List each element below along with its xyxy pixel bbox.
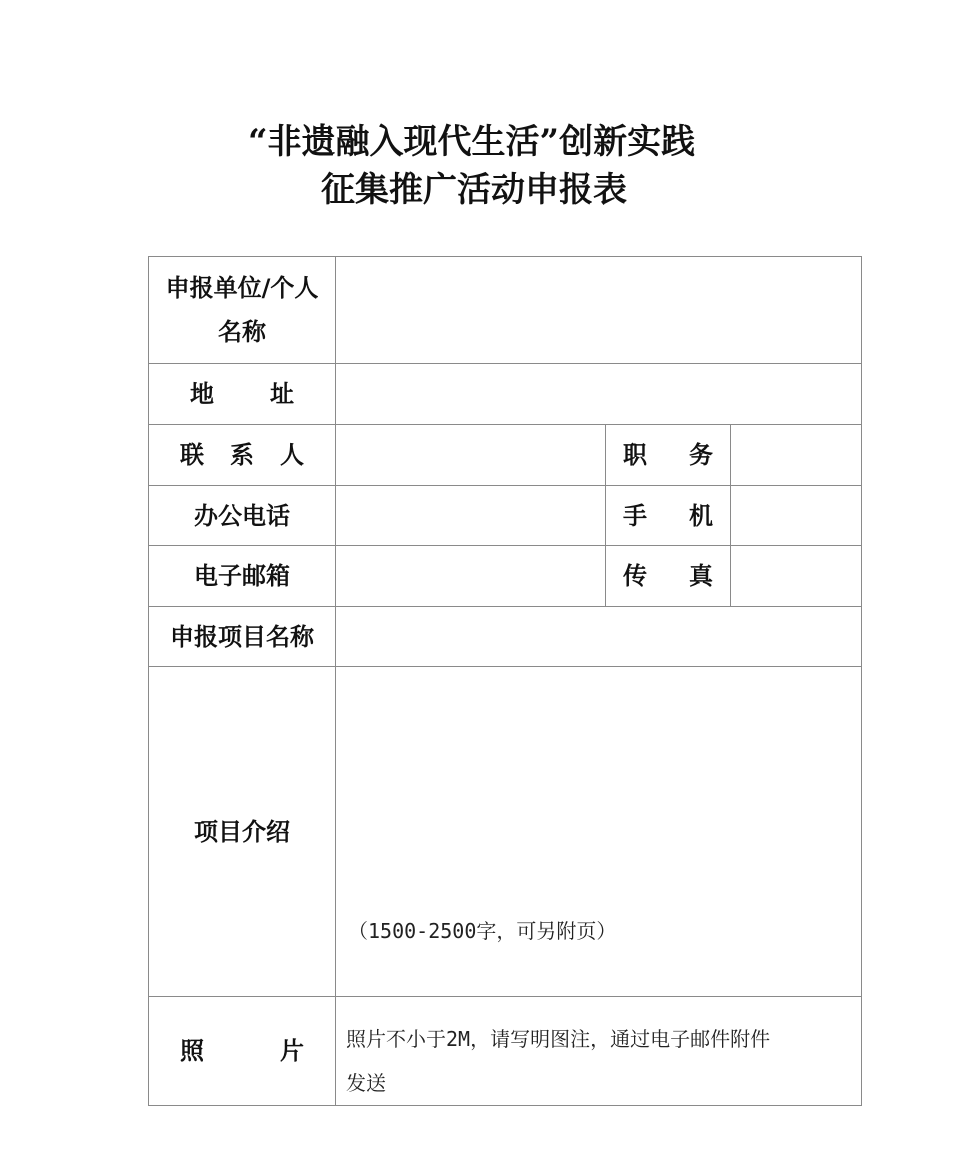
- applicant-label: [149, 257, 336, 364]
- office-phone-label: 办公电话: [149, 486, 336, 546]
- mobile-label-char: 手: [623, 501, 647, 530]
- position-label-char: 务: [689, 441, 713, 469]
- project-intro-hint: （1500-2500字，可另附页）: [348, 919, 617, 943]
- row-contact: [149, 425, 862, 486]
- title-line-1: “非遗融入现代生活”创新实践: [248, 122, 696, 162]
- photo-label-char: 片: [280, 1037, 304, 1065]
- photo-label-char: 照: [180, 1037, 204, 1065]
- contact-label-char: 人: [280, 441, 304, 469]
- photo-label: [149, 997, 336, 1106]
- project-name-label: 申报项目名称: [149, 607, 336, 667]
- email-field[interactable]: [336, 546, 606, 607]
- row-applicant: [149, 257, 862, 364]
- address-label-char: 址: [270, 380, 294, 408]
- project-intro-field[interactable]: [336, 667, 862, 997]
- project-intro-label: 项目介绍: [149, 667, 336, 997]
- office-phone-field[interactable]: [336, 486, 606, 546]
- row-project-name: [149, 607, 862, 667]
- application-form-table: [148, 256, 862, 1106]
- address-field[interactable]: [336, 364, 862, 425]
- position-label-char: 职: [623, 441, 647, 469]
- row-address: [149, 364, 862, 425]
- address-label: [149, 364, 336, 425]
- address-label-char: 地: [190, 380, 214, 408]
- mobile-label-char: 机: [689, 501, 713, 530]
- position-label: [606, 425, 731, 486]
- fax-label-char: 传: [623, 562, 647, 590]
- fax-field[interactable]: [731, 546, 862, 607]
- contact-label: [149, 425, 336, 486]
- row-email: [149, 546, 862, 607]
- applicant-label-line2: 名称: [218, 318, 266, 346]
- title-line-2: 征集推广活动申报表: [321, 170, 627, 210]
- applicant-field[interactable]: [336, 257, 862, 364]
- position-field[interactable]: [731, 425, 862, 486]
- photo-hint-line2: 发送: [346, 1071, 386, 1095]
- contact-label-char: 联: [180, 441, 204, 469]
- photo-field[interactable]: [336, 997, 862, 1106]
- project-name-field[interactable]: [336, 607, 862, 667]
- photo-hint-line1: 照片不小于2M，请写明图注，通过电子邮件附件: [346, 1027, 771, 1051]
- row-office-phone: [149, 486, 862, 546]
- fax-label-char: 真: [689, 562, 713, 590]
- contact-label-char: 系: [230, 441, 254, 469]
- email-label: 电子邮箱: [149, 546, 336, 607]
- fax-label: [606, 546, 731, 607]
- applicant-label-line1: 申报单位/个人: [165, 274, 319, 302]
- mobile-field[interactable]: [731, 486, 862, 546]
- row-project-intro: [149, 667, 862, 997]
- mobile-label: [606, 486, 731, 546]
- contact-field[interactable]: [336, 425, 606, 486]
- row-photo: [149, 997, 862, 1106]
